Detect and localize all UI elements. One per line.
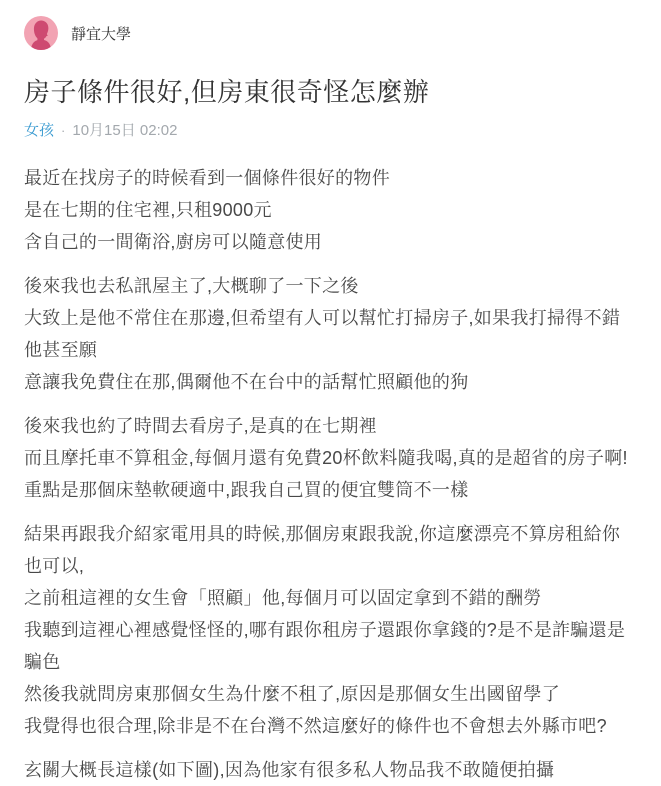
post-paragraph: 後來我也去私訊屋主了,大概聊了一下之後 大致上是他不常住在那邊,但希望有人可以幫忙打掃房子,如果我打掃得不錯他甚至願 意讓我免費住在那,偶爾他不在台中的話幫忙照顧他的狗 bbox=[24, 276, 621, 392]
post-header bbox=[24, 16, 637, 50]
board-link[interactable]: 女孩 bbox=[24, 122, 55, 139]
post-paragraph: 玄關大概長這樣(如下圖),因為他家有很多私人物品我不敢隨便拍攝 bbox=[24, 760, 555, 780]
school-label[interactable]: 靜宜大學 bbox=[71, 25, 132, 43]
post-paragraph: 後來我也約了時間去看房子,是真的在七期裡 而且摩托車不算租金,每個月還有免費20杯飲料隨我喝,真的是超省的房子啊! 重點是那個床墊軟硬適中,跟我自己買的便宜雙筒不一樣 bbox=[24, 416, 628, 500]
post-meta bbox=[24, 122, 637, 139]
avatar[interactable] bbox=[24, 16, 58, 50]
post-content bbox=[24, 162, 637, 786]
female-avatar-icon bbox=[24, 16, 58, 50]
meta-separator: · bbox=[61, 123, 66, 138]
post-title: 房子條件很好,但房東很奇怪怎麼辦 bbox=[24, 77, 430, 107]
post-timestamp: 10月15日 02:02 bbox=[72, 122, 178, 139]
post-paragraph: 最近在找房子的時候看到一個條件很好的物件 是在七期的住宅裡,只租9000元 含自己的一間衛浴,廚房可以隨意使用 bbox=[24, 168, 390, 252]
post-paragraph: 結果再跟我介紹家電用具的時候,那個房東跟我說,你這麼漂亮不算房租給你也可以, 之前租這裡的女生會「照顧」他,每個月可以固定拿到不錯的酬勞 我聽到這裡心裡感覺怪怪的,哪有跟你租房子還跟你拿錢的?是不是詐騙還是騙色 然後我就問房東那個女生為什麼不租了,原因是那個女生出國留學了 我覺得也很合理,除非是不在台灣不然這麼好的條件也不會想去外縣市吧? bbox=[24, 524, 626, 736]
